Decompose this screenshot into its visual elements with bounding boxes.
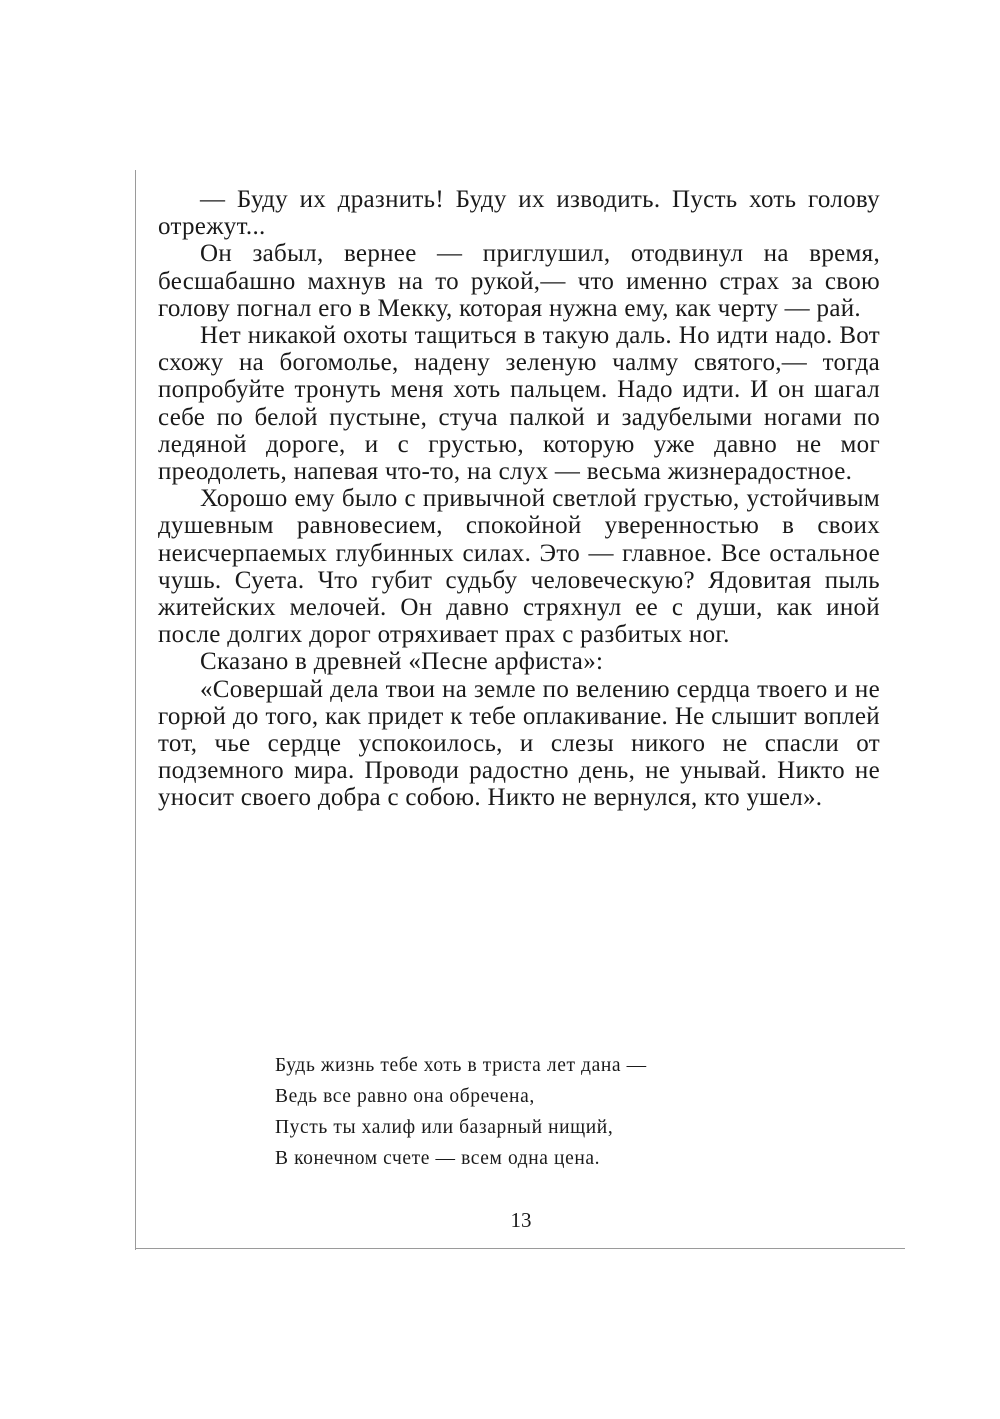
paragraph: — Буду их дразнить! Буду их изводить. Пусть хоть голову отрежут... [158,186,880,241]
poem-line: В конечном счете — всем одна цена. [275,1148,601,1169]
paragraph: Нет никакой охоты тащиться в такую даль. Но идти надо. Вот схожу на богомолье, надену зеленую чалму святого,— тогда попробуйте тронуть меня хоть пальцем. Надо идти. И он шагал себе по белой пустыне, стуча палкой и задубелыми ногами по ледяной дороге, и с грустью, которую уже давно не мог преодолеть, напевая что-то, на слух — весьма жизнерадостное. [158,322,880,486]
paragraph: Он забыл, вернее — приглушил, отодвинул на время, бесшабашно махнув на то рукой,— что именно страх за свою голову погнал его в Мекку, которая нужна ему, как черту — рай. [158,240,880,322]
body-text [158,186,880,812]
paragraph: Хорошо ему было с привычной светлой грустью, устойчивым душевным равновесием, спокойной уверенностью в своих неисчерпаемых глубинных силах. Это — главное. Все остальное чушь. Суета. Что губит судьбу человеческую? Ядовитая пыль житейских мелочей. Он давно стряхнул ее с души, как иной после долгих дорог отряхивает прах с разбитых ног. [158,485,880,649]
bottom-margin-rule [135,1248,905,1249]
paragraph: «Совершай дела твои на земле по велению сердца твоего и не горюй до того, как придет к тебе оплакивание. Не слышит воплей тот, чье сердце успокоилось, и слезы никого не спасли от подземного мира. Проводи радостно день, не унывай. Никто не уносит своего добра с собою. Никто не вернулся, кто ушел». [158,675,880,812]
poem-stanza [275,1050,775,1174]
left-margin-rule [135,170,136,1250]
poem-line: Ведь все равно она обречена, [275,1086,535,1107]
paragraph: Сказано в древней «Песне арфиста»: [200,648,604,676]
page-number: 13 [510,1208,532,1232]
poem-line: Будь жизнь тебе хоть в триста лет дана — [275,1055,647,1076]
poem-line: Пусть ты халиф или базарный нищий, [275,1117,614,1138]
